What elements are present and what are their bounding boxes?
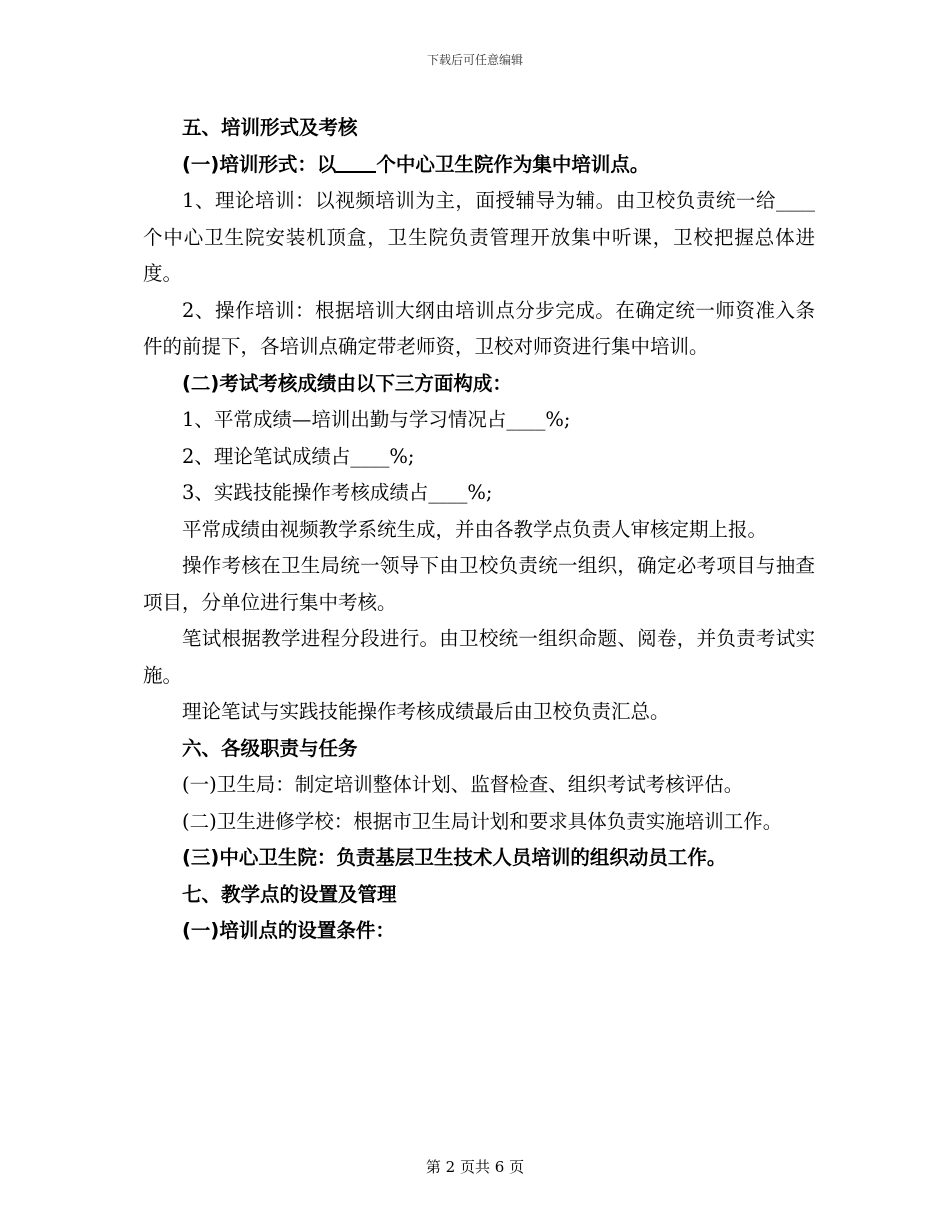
subheading-site-conditions: (一)培训点的设置条件：: [182, 919, 395, 942]
paragraph-score-3: 3、实践技能操作考核成绩占____%;: [182, 481, 493, 504]
fill-blank: [336, 151, 376, 173]
document-body: [143, 110, 815, 950]
subheading-training-form: [143, 147, 815, 184]
paragraph-health-bureau: (一)卫生局：制定培训整体计划、监督检查、组织考试考核评估。: [182, 773, 744, 796]
paragraph-summary: 理论笔试与实践技能操作考核成绩最后由卫校负责汇总。: [182, 700, 670, 723]
paragraph-school: (二)卫生进修学校：根据市卫生局计划和要求具体负责实施培训工作。: [182, 809, 783, 833]
section-heading-6: 六、各级职责与任务: [182, 736, 358, 760]
subheading-exam: (二)考试考核成绩由以下三方面构成：: [182, 371, 512, 395]
paragraph-written-exam: 笔试根据教学进程分段进行。由卫校统一组织命题、阅卷，并负责考试实施。: [143, 627, 815, 687]
paragraph-operation-exam: 操作考核在卫生局统一领导下由卫校负责统一组织，确定必考项目与抽查项目，分单位进行集中考核。: [143, 554, 815, 614]
paragraph-score-1: 1、平常成绩—培训出勤与学习情况占____%;: [182, 408, 571, 431]
paragraph-theory-training: 1、理论培训：以视频培训为主，面授辅导为辅。由卫校负责统一给____个中心卫生院安装机顶盒，卫生院负责管理开放集中听课，卫校把握总体进度。: [143, 189, 815, 285]
paragraph-center-hospital: (三)中心卫生院：负责基层卫生技术人员培训的组织动员工作。: [182, 846, 727, 869]
section-heading-7: 七、教学点的设置及管理: [182, 882, 397, 906]
subheading-pre: (一)培训形式：以: [182, 152, 337, 176]
paragraph-regular-score: 平常成绩由视频教学系统生成，并由各教学点负责人审核定期上报。: [182, 517, 768, 541]
page-footer: 第 2 页共 6 页: [425, 1158, 525, 1176]
subheading-post: 个中心卫生院作为集中培训点。: [376, 152, 650, 176]
section-heading-5: 五、培训形式及考核: [182, 116, 358, 139]
paragraph-score-2: 2、理论笔试成绩占____%;: [182, 444, 415, 468]
paragraph-operation-training: 2、操作培训：根据培训大纲由培训点分步完成。在确定统一师资准入条件的前提下，各培训点确定带老师资，卫校对师资进行集中培训。: [143, 298, 815, 358]
page-header: 下载后可任意编辑: [426, 53, 523, 67]
